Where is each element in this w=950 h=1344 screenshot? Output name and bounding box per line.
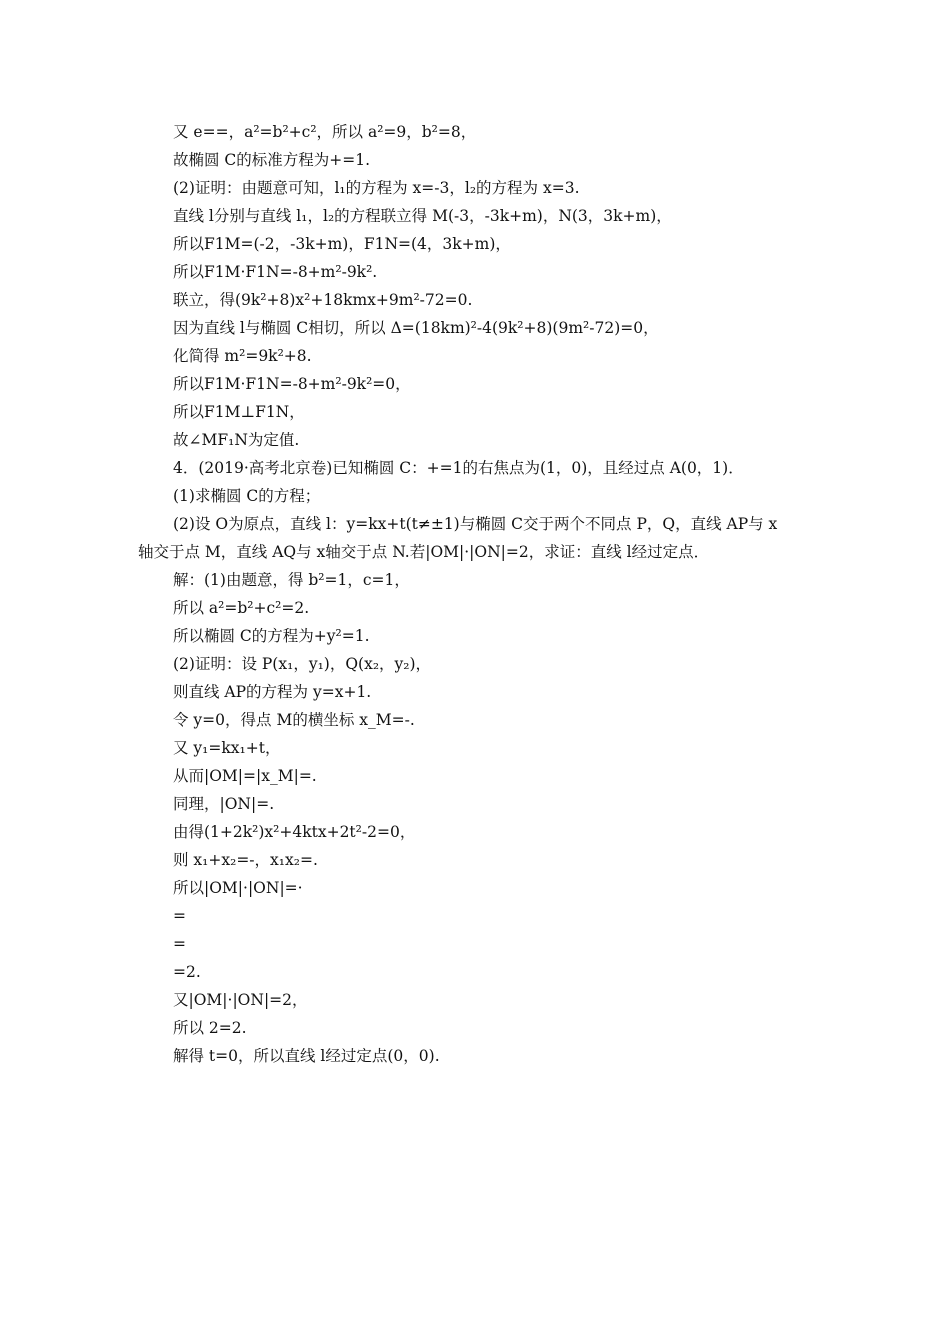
text-line: 所以F1M⊥F1N， bbox=[173, 403, 305, 421]
text-line: 又 e==，a²=b²+c²，所以 a²=9，b²=8， bbox=[173, 123, 477, 141]
text-line: 解：(1)由题意，得 b²=1，c=1， bbox=[173, 571, 410, 589]
text-line: 联立，得(9k²+8)x²+18kmx+9m²-72=0. bbox=[173, 291, 473, 309]
text-line: (2)证明：由题意可知，l₁的方程为 x=-3，l₂的方程为 x=3. bbox=[173, 179, 580, 197]
text-line: 由得(1+2k²)x²+4ktx+2t²-2=0， bbox=[173, 823, 416, 841]
text-line: = bbox=[173, 907, 186, 925]
text-line: 故椭圆 C的标准方程为+=1. bbox=[173, 151, 371, 169]
text-line: 所以 2=2. bbox=[173, 1019, 247, 1037]
text-line: 故∠MF₁N为定值. bbox=[173, 431, 300, 449]
text-line: 又|OM|·|ON|=2， bbox=[173, 991, 308, 1009]
text-line: 则直线 AP的方程为 y=x+1. bbox=[173, 683, 372, 701]
text-line: 则 x₁+x₂=-，x₁x₂=. bbox=[173, 851, 318, 869]
text-line: 所以|OM|·|ON|=· bbox=[173, 879, 303, 897]
text-line: 所以F1M·F1N=-8+m²-9k²=0， bbox=[173, 375, 411, 393]
text-line: 化简得 m²=9k²+8. bbox=[173, 347, 312, 365]
text-line: 因为直线 l与椭圆 C相切，所以 Δ=(18km)²-4(9k²+8)(9m²-72)=0， bbox=[173, 319, 659, 337]
text-line: 直线 l分别与直线 l₁，l₂的方程联立得 M(-3，-3k+m)，N(3，3k+m)， bbox=[173, 207, 672, 225]
problem-heading: 4．(2019·高考北京卷)已知椭圆 C：+=1的右焦点为(1，0)，且经过点 A(0，1)． bbox=[173, 459, 744, 477]
text-line: 又 y₁=kx₁+t， bbox=[173, 739, 281, 757]
text-line: = bbox=[173, 935, 186, 953]
text-line: (2)设 O为原点，直线 l：y=kx+t(t≠±1)与椭圆 C交于两个不同点 P，Q，直线 AP与 x bbox=[173, 515, 778, 533]
text-line: 同理，|ON|=. bbox=[173, 795, 275, 813]
text-line: 所以 a²=b²+c²=2. bbox=[173, 599, 310, 617]
text-line: (1)求椭圆 C的方程； bbox=[173, 487, 321, 505]
text-line: 所以F1M·F1N=-8+m²-9k². bbox=[173, 263, 378, 281]
text-line: 所以椭圆 C的方程为+y²=1. bbox=[173, 627, 370, 645]
text-line: 解得 t=0，所以直线 l经过定点(0，0). bbox=[173, 1047, 440, 1065]
text-line: (2)证明：设 P(x₁，y₁)，Q(x₂，y₂)， bbox=[173, 655, 432, 673]
text-line: 所以F1M=(-2，-3k+m)，F1N=(4，3k+m)， bbox=[173, 235, 511, 253]
text-line: =2. bbox=[173, 963, 201, 981]
text-line: 轴交于点 M，直线 AQ与 x轴交于点 N.若|OM|·|ON|=2，求证：直线 l经过定点． bbox=[138, 543, 710, 561]
text-line: 令 y=0，得点 M的横坐标 x_M=-. bbox=[173, 711, 415, 729]
text-line: 从而|OM|=|x_M|=. bbox=[173, 767, 317, 785]
